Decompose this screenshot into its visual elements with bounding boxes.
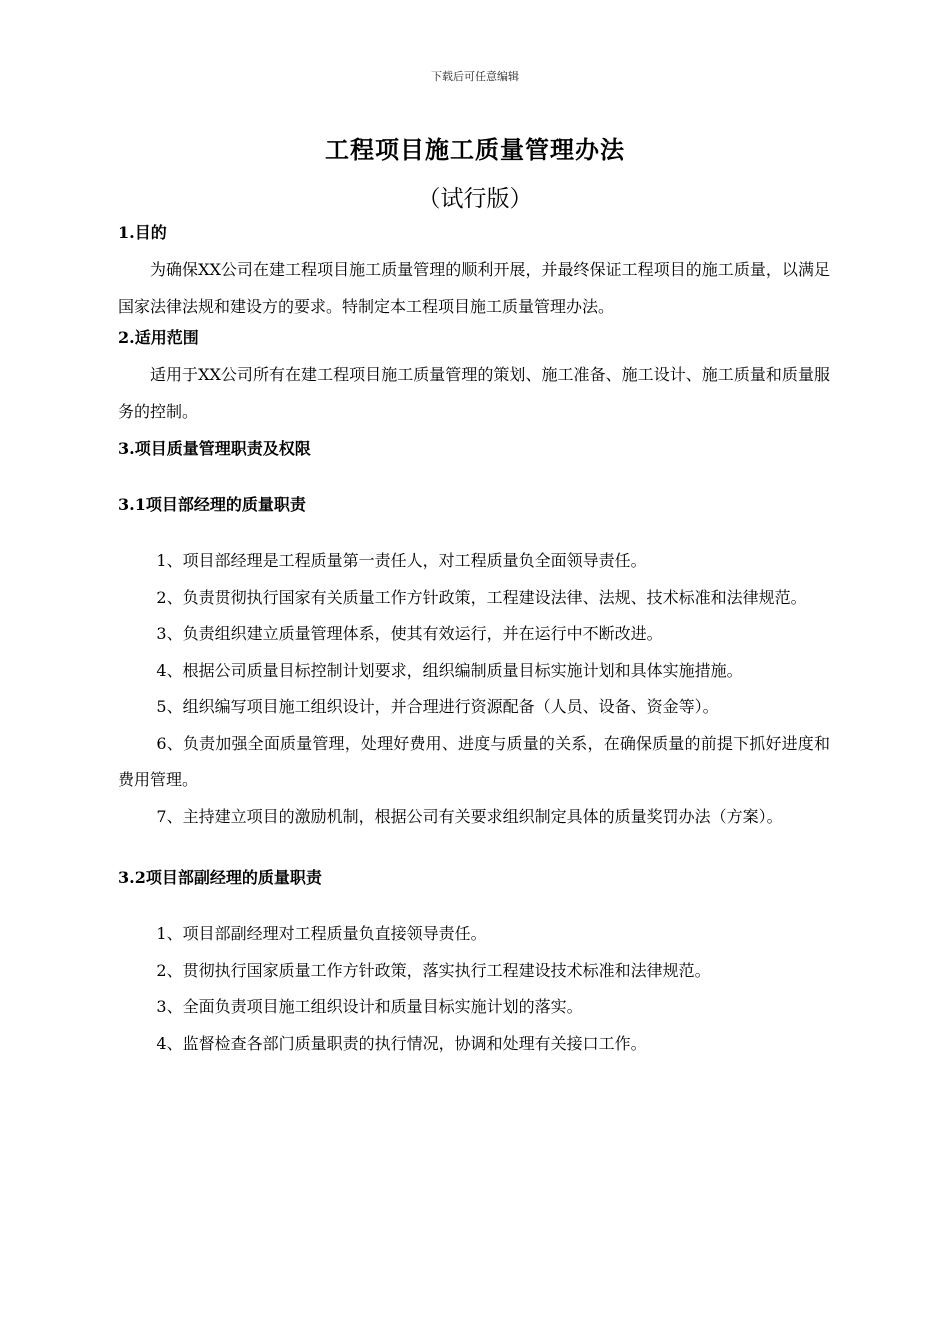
list-item: 1、项目部副经理对工程质量负直接领导责任。 <box>156 924 487 943</box>
section-paragraph-scope: 适用于XX公司所有在建工程项目施工质量管理的策划、施工准备、施工设计、施工质量和质量服务的控制。 <box>118 365 830 421</box>
list-item: 1、项目部经理是工程质量第一责任人，对工程质量负全面领导责任。 <box>156 551 647 570</box>
document-subtitle: （试行版） <box>417 186 533 212</box>
list-item: 3、全面负责项目施工组织设计和质量目标实施计划的落实。 <box>156 997 583 1016</box>
deputy-duty-list <box>118 916 830 1062</box>
list-item: 2、负责贯彻执行国家有关质量工作方针政策，工程建设法律、法规、技术标准和法律规范。 <box>156 587 807 607</box>
list-item: 2、贯彻执行国家质量工作方针政策，落实执行工程建设技术标准和法律规范。 <box>156 960 711 980</box>
list-item: 6、负责加强全面质量管理，处理好费用、进度与质量的关系，在确保质量的前提下抓好进度和费用管理。 <box>118 733 830 789</box>
subsection-heading-manager: 3.1项目部经理的质量职责 <box>118 495 306 514</box>
section-paragraph-purpose: 为确保XX公司在建工程项目施工质量管理的顺利开展，并最终保证工程项目的施工质量，以满足国家法律法规和建设方的要求。特制定本工程项目施工质量管理办法。 <box>118 260 830 316</box>
section-heading-scope: 2.适用范围 <box>118 328 199 347</box>
list-item: 4、监督检查各部门质量职责的执行情况，协调和处理有关接口工作。 <box>156 1033 647 1053</box>
section-heading-purpose: 1.目的 <box>118 223 167 242</box>
manager-duty-list <box>118 543 830 835</box>
section-heading-responsibilities: 3.项目质量管理职责及权限 <box>118 439 311 458</box>
list-item: 4、根据公司质量目标控制计划要求，组织编制质量目标实施计划和具体实施措施。 <box>156 660 743 680</box>
document-body <box>118 220 830 1062</box>
list-item: 5、组织编写项目施工组织设计，并合理进行资源配备（人员、设备、资金等）。 <box>156 697 719 716</box>
list-item: 7、主持建立项目的激励机制，根据公司有关要求组织制定具体的质量奖罚办法（方案）。 <box>156 806 783 826</box>
header-note: 下载后可任意编辑 <box>431 70 519 83</box>
document-title: 工程项目施工质量管理办法 <box>325 135 625 164</box>
subsection-heading-deputy-manager: 3.2项目部副经理的质量职责 <box>118 868 322 887</box>
list-item: 3、负责组织建立质量管理体系，使其有效运行，并在运行中不断改进。 <box>156 624 663 643</box>
